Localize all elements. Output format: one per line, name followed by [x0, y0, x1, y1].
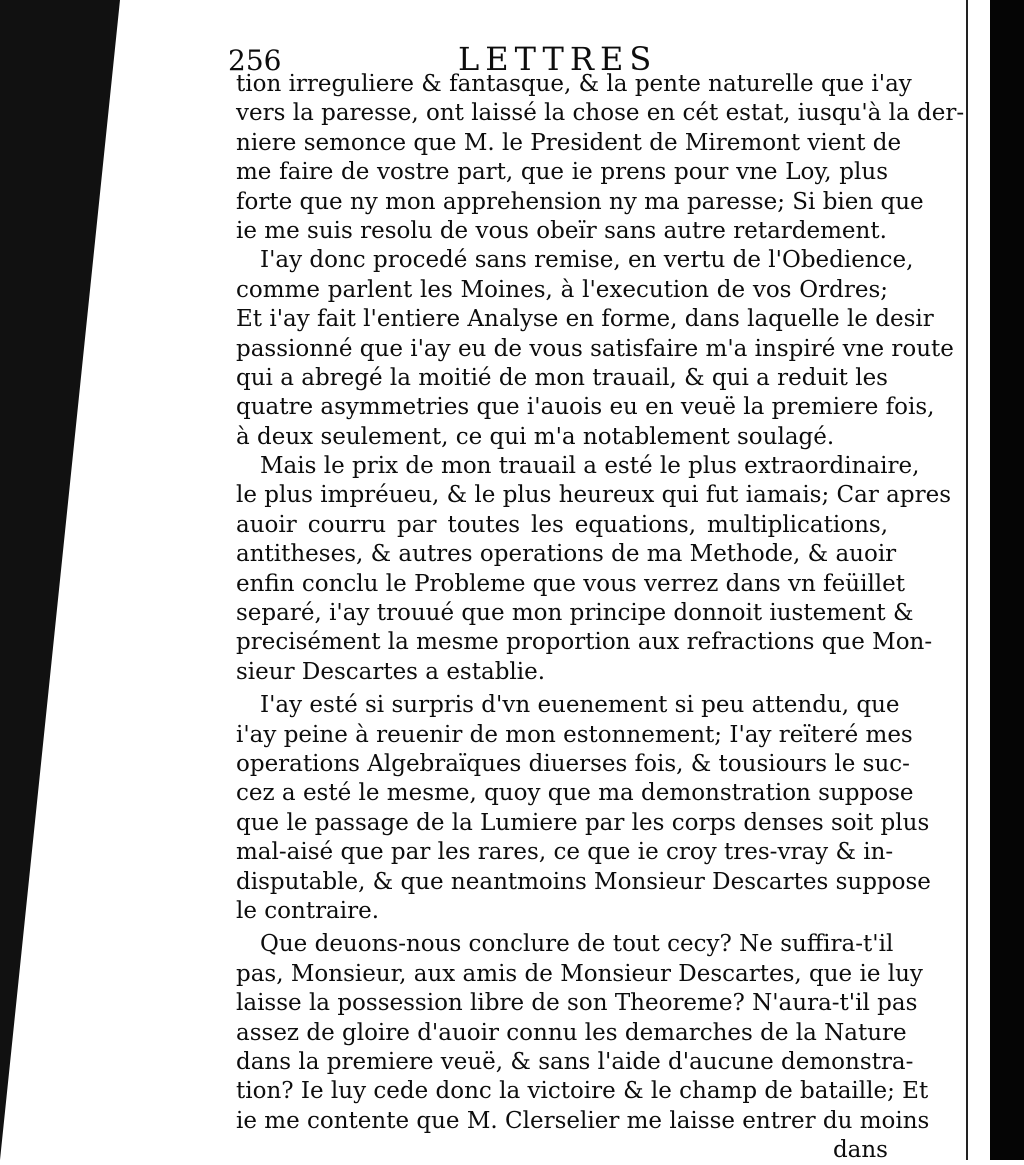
text-line: antitheses, & autres operations de ma Methode, & auoir — [236, 541, 897, 568]
text-line: mal-aisé que par les rares, ce que ie croy tres-vray & in- — [236, 839, 894, 866]
text-line: I'ay esté si surpris d'vn euenement si peu attendu, que — [260, 692, 900, 719]
text-line: passionné que i'ay eu de vous satisfaire m'a inspiré vne route — [236, 335, 954, 362]
text-line: laisse la possession libre de son Theoreme? N'aura-t'il pas — [236, 990, 918, 1017]
text-line: ie me contente que M. Clerselier me laisse entrer du moins — [236, 1107, 930, 1134]
text-line: niere semonce que M. le President de Miremont vient de — [236, 129, 902, 156]
text-line: assez de gloire d'auoir connu les demarches de la Nature — [236, 1019, 907, 1046]
text-line: precisément la mesme proportion aux refractions que Mon- — [236, 629, 933, 656]
text-line: Mais le prix de mon trauail a esté le plus extraordinaire, — [260, 453, 920, 480]
text-line: Et i'ay fait l'entiere Analyse en forme, dans laquelle le desir — [236, 306, 934, 333]
scan-left-shadow-top — [0, 0, 115, 15]
page-number: 256 — [228, 44, 282, 77]
text-line: enfin conclu le Probleme que vous verrez dans vn feüillet — [236, 570, 906, 597]
running-head: LETTRES — [458, 40, 658, 78]
text-line: auoir courru par toutes les equations, multiplications, — [236, 511, 888, 538]
text-line: ie me suis resolu de vous obeïr sans autre retardement. — [236, 217, 887, 244]
text-line: me faire de vostre part, que ie prens pour vne Loy, plus — [236, 159, 888, 186]
text-line: I'ay donc procedé sans remise, en vertu de l'Obedience, — [260, 247, 914, 274]
text-line: operations Algebraïques diuerses fois, & tousiours le suc- — [236, 750, 910, 777]
text-line: tion irreguliere & fantasque, & la pente naturelle que i'ay — [236, 71, 912, 97]
text-line: le plus impréueu, & le plus heureux qui fut iamais; Car apres — [236, 482, 951, 509]
text-line: qui a abregé la moitié de mon trauail, & qui a reduit les — [236, 364, 888, 391]
text-line: que le passage de la Lumiere par les corps denses soit plus — [236, 809, 930, 836]
text-line: tion? Ie luy cede donc la victoire & le champ de bataille; Et — [236, 1078, 929, 1105]
catchword: dans — [832, 1137, 888, 1164]
text-line: separé, i'ay trouué que mon principe donnoit iustement & — [236, 600, 914, 627]
text-line: vers la paresse, ont laissé la chose en cét estat, iusqu'à la der- — [236, 100, 965, 127]
text-line: forte que ny mon apprehension ny ma paresse; Si bien que — [236, 188, 924, 215]
text-line: à deux seulement, ce qui m'a notablement soulagé. — [236, 423, 835, 450]
text-line: disputable, & que neantmoins Monsieur Descartes suppose — [236, 868, 931, 895]
text-line: comme parlent les Moines, à l'execution de vos Ordres; — [236, 276, 888, 303]
page-edge-line — [966, 0, 968, 1160]
text-line: le contraire. — [236, 897, 380, 924]
text-line: pas, Monsieur, aux amis de Monsieur Descartes, que ie luy — [236, 960, 923, 987]
scan-right-border — [990, 0, 1024, 1160]
text-line: Que deuons-nous conclure de tout cecy? Ne suffira-t'il — [260, 931, 894, 958]
text-line: dans la premiere veuë, & sans l'aide d'aucune demonstra- — [236, 1048, 914, 1075]
text-line: i'ay peine à reuenir de mon estonnement; I'ay reïteré mes — [236, 721, 913, 748]
book-page — [228, 0, 965, 1164]
scan-left-shadow — [0, 0, 120, 1160]
text-line: cez a esté le mesme, quoy que ma demonstration suppose — [236, 780, 914, 807]
body-text — [236, 70, 965, 1165]
text-line: quatre asymmetries que i'auois eu en veuë la premiere fois, — [236, 394, 935, 421]
text-line: sieur Descartes a establie. — [236, 658, 546, 685]
